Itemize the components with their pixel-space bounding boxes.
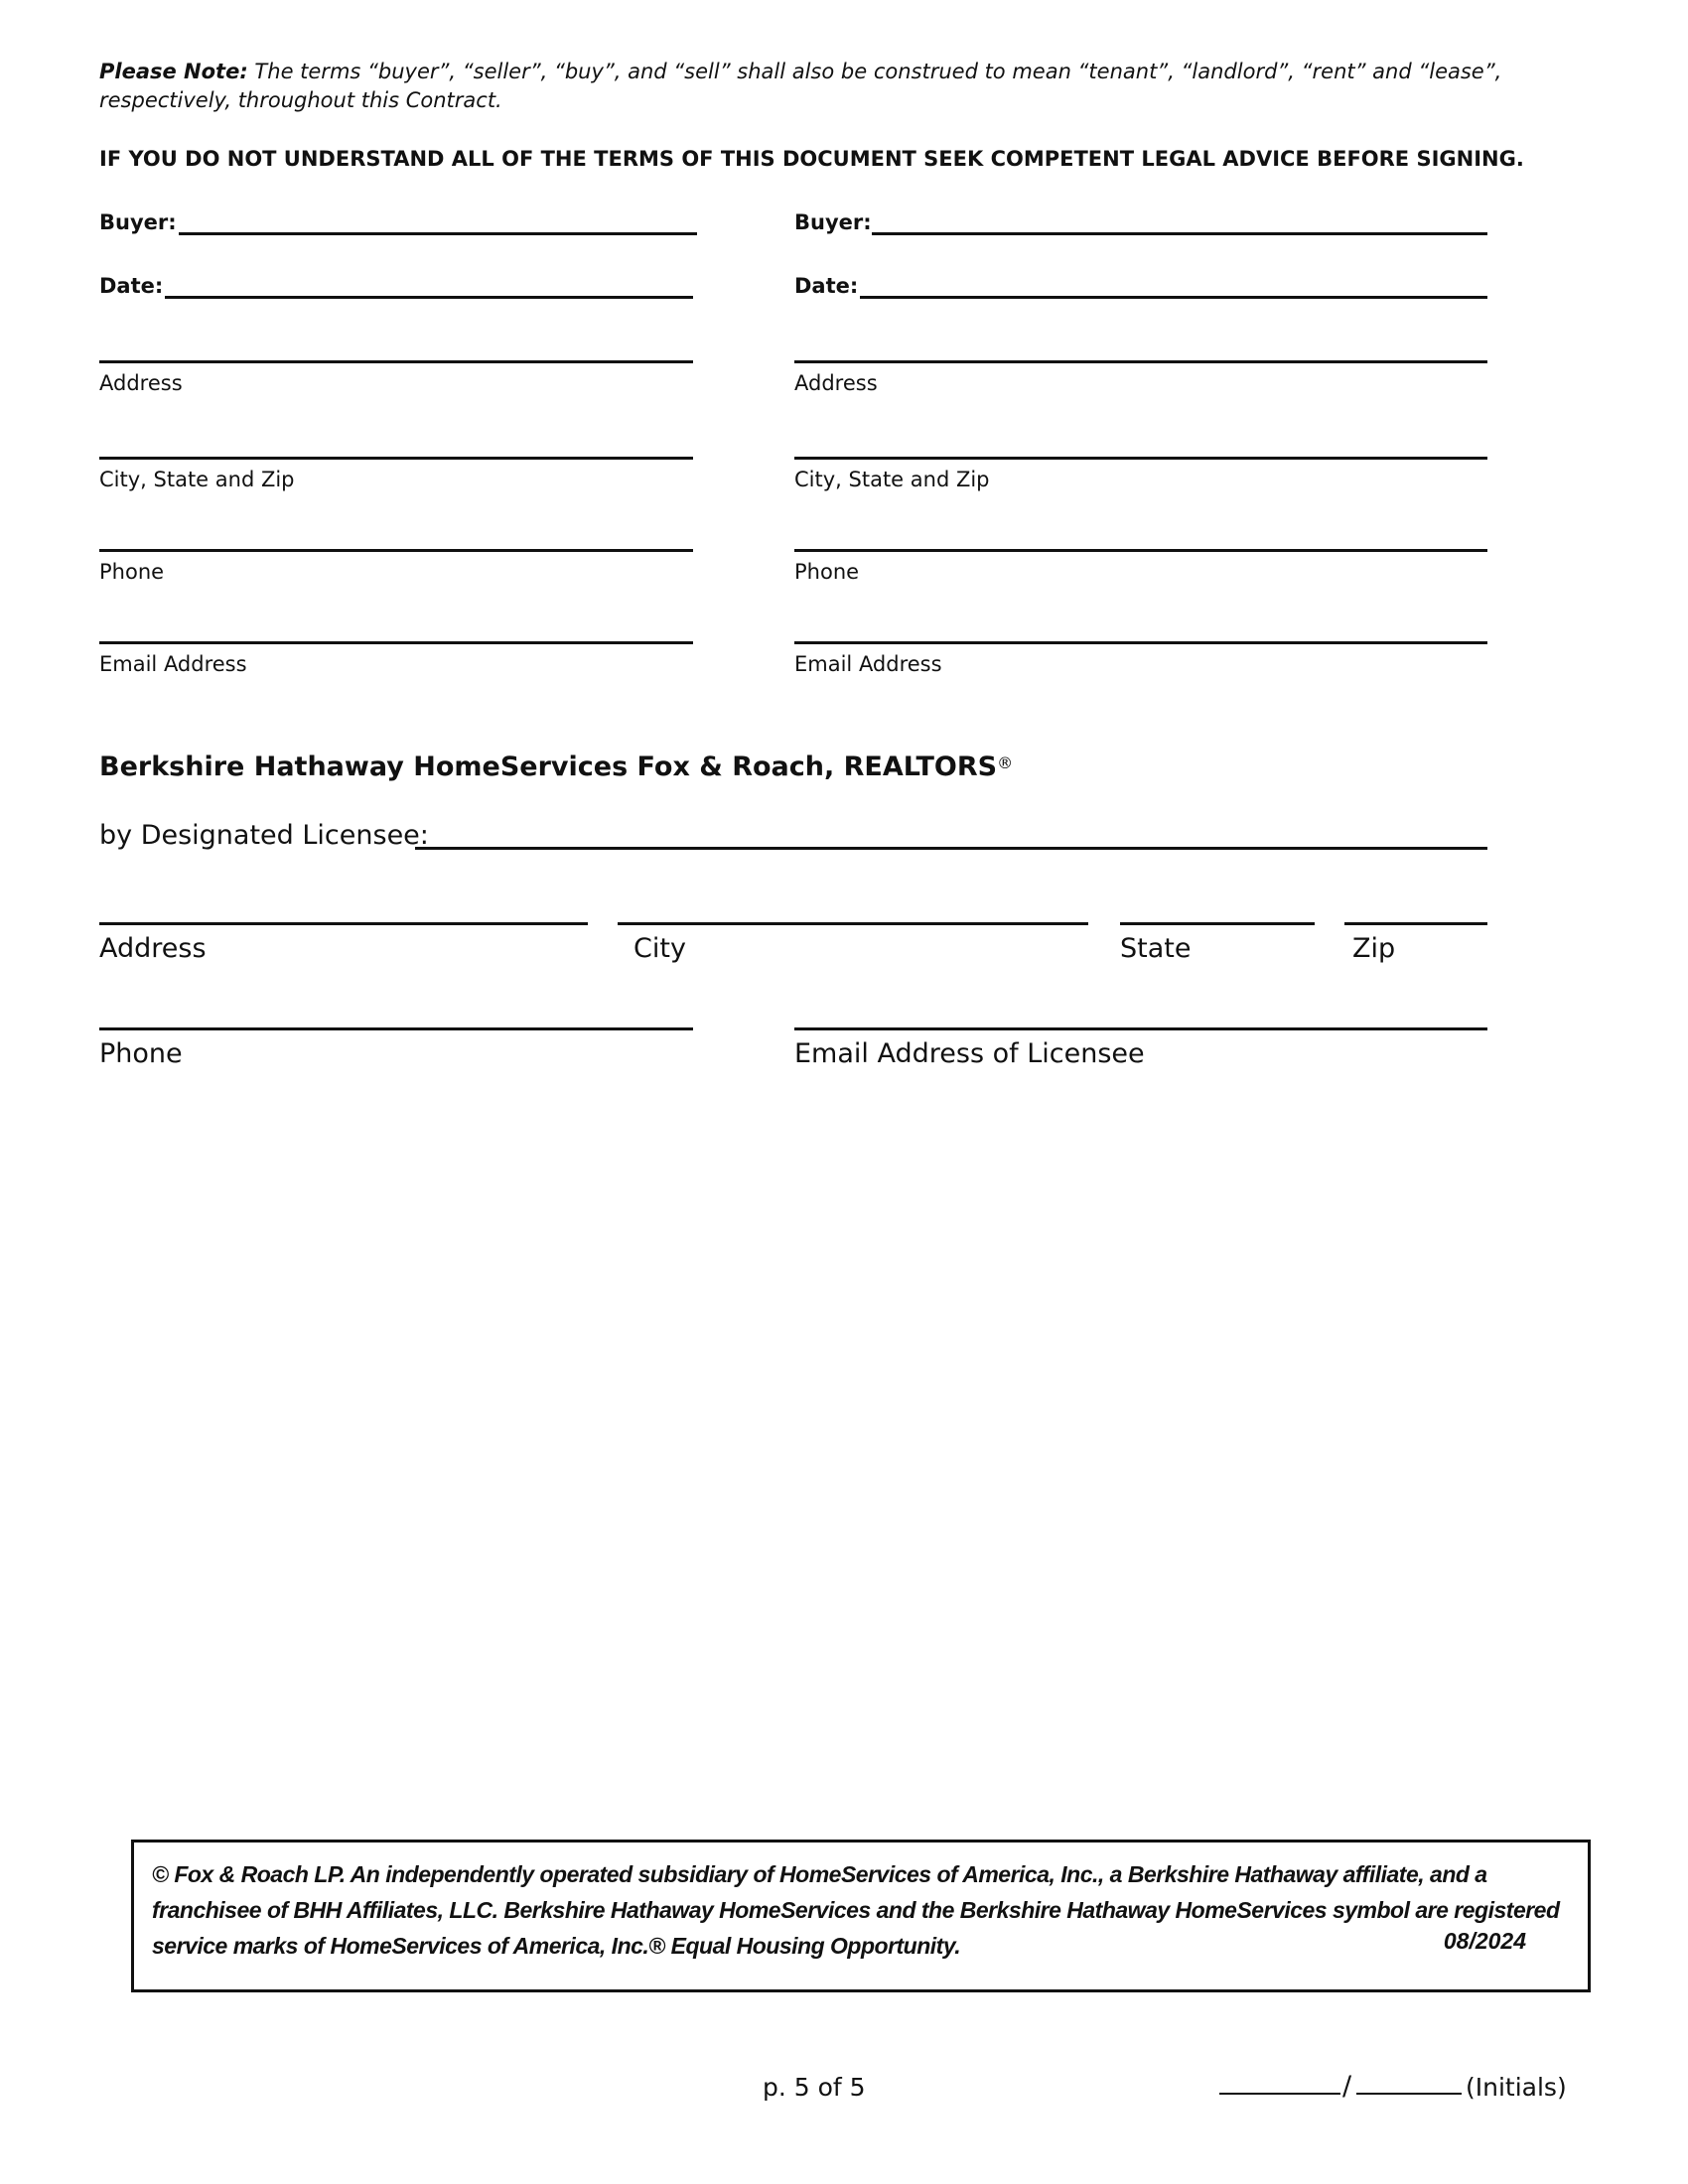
licensee-zip-line[interactable]	[1344, 922, 1487, 925]
buyer-1-label: Buyer:	[99, 210, 177, 234]
buyer-1-date-line[interactable]	[165, 296, 693, 299]
buyer-1-phone-label: Phone	[99, 560, 165, 584]
buyer-1-date-label: Date:	[99, 274, 164, 298]
buyer-2-email-line[interactable]	[794, 641, 1487, 644]
buyer-2-signature-line[interactable]	[872, 232, 1487, 235]
licensee-zip-label: Zip	[1352, 933, 1396, 964]
licensee-state-line[interactable]	[1120, 922, 1315, 925]
initials-line-2[interactable]	[1356, 2093, 1462, 2095]
buyer-2-date-label: Date:	[794, 274, 859, 298]
registered-mark: ®	[997, 753, 1014, 772]
brokerage-name	[99, 751, 1013, 782]
buyer-1-email-label: Email Address	[99, 652, 247, 676]
buyer-2-city-label: City, State and Zip	[794, 468, 990, 491]
initials-label: (Initials)	[1466, 2073, 1567, 2102]
form-version-date: 08/2024	[1443, 1928, 1526, 1954]
please-note-text: The terms “buyer”, “seller”, “buy”, and “sell” shall also be construed to mean “tenant”, “landlord”, “rent” and “lease”, respectively, throughout this Contract.	[99, 60, 1502, 112]
copyright-disclaimer-box	[131, 1840, 1591, 1992]
buyer-1-city-line[interactable]	[99, 457, 693, 460]
licensee-email-line[interactable]	[794, 1027, 1487, 1030]
buyer-1-address-line[interactable]	[99, 360, 693, 363]
licensee-signature-line[interactable]	[415, 847, 1487, 850]
please-note	[99, 58, 1589, 115]
licensee-phone-line[interactable]	[99, 1027, 693, 1030]
licensee-address-label: Address	[99, 933, 207, 964]
buyer-1-signature-line[interactable]	[179, 232, 697, 235]
licensee-state-label: State	[1120, 933, 1192, 964]
legal-advice-warning: IF YOU DO NOT UNDERSTAND ALL OF THE TERMS OF THIS DOCUMENT SEEK COMPETENT LEGAL ADVICE BEFORE SIGNING.	[99, 147, 1524, 171]
buyer-2-address-label: Address	[794, 371, 878, 395]
page-number: p. 5 of 5	[763, 2073, 866, 2102]
licensee-city-line[interactable]	[618, 922, 1088, 925]
buyer-2-label: Buyer:	[794, 210, 872, 234]
initials-separator: /	[1342, 2071, 1352, 2102]
buyer-2-city-line[interactable]	[794, 457, 1487, 460]
licensee-address-line[interactable]	[99, 922, 588, 925]
copyright-disclaimer-text: © Fox & Roach LP. An independently operated subsidiary of HomeServices of America, Inc., a Berkshire Hathaway affiliate, and a franchisee of BHH Affiliates, LLC. Berkshire Hathaway HomeServices and the Berkshire Hathaway HomeServices symbol are registered service marks of HomeServices of America, Inc.® Equal Housing Opportunity.	[152, 1861, 1560, 1959]
buyer-1-email-line[interactable]	[99, 641, 693, 644]
buyer-2-email-label: Email Address	[794, 652, 942, 676]
buyer-2-phone-line[interactable]	[794, 549, 1487, 552]
buyer-1-address-label: Address	[99, 371, 183, 395]
brokerage-name-text: Berkshire Hathaway HomeServices Fox & Roach, REALTORS	[99, 751, 998, 782]
initials-line-1[interactable]	[1219, 2093, 1340, 2095]
licensee-email-label: Email Address of Licensee	[794, 1038, 1145, 1069]
licensee-label: by Designated Licensee:	[99, 820, 429, 851]
licensee-city-label: City	[633, 933, 686, 964]
buyer-1-phone-line[interactable]	[99, 549, 693, 552]
please-note-lead: Please Note:	[99, 60, 248, 83]
buyer-2-date-line[interactable]	[860, 296, 1487, 299]
buyer-2-phone-label: Phone	[794, 560, 860, 584]
licensee-phone-label: Phone	[99, 1038, 183, 1069]
buyer-1-city-label: City, State and Zip	[99, 468, 295, 491]
buyer-2-address-line[interactable]	[794, 360, 1487, 363]
